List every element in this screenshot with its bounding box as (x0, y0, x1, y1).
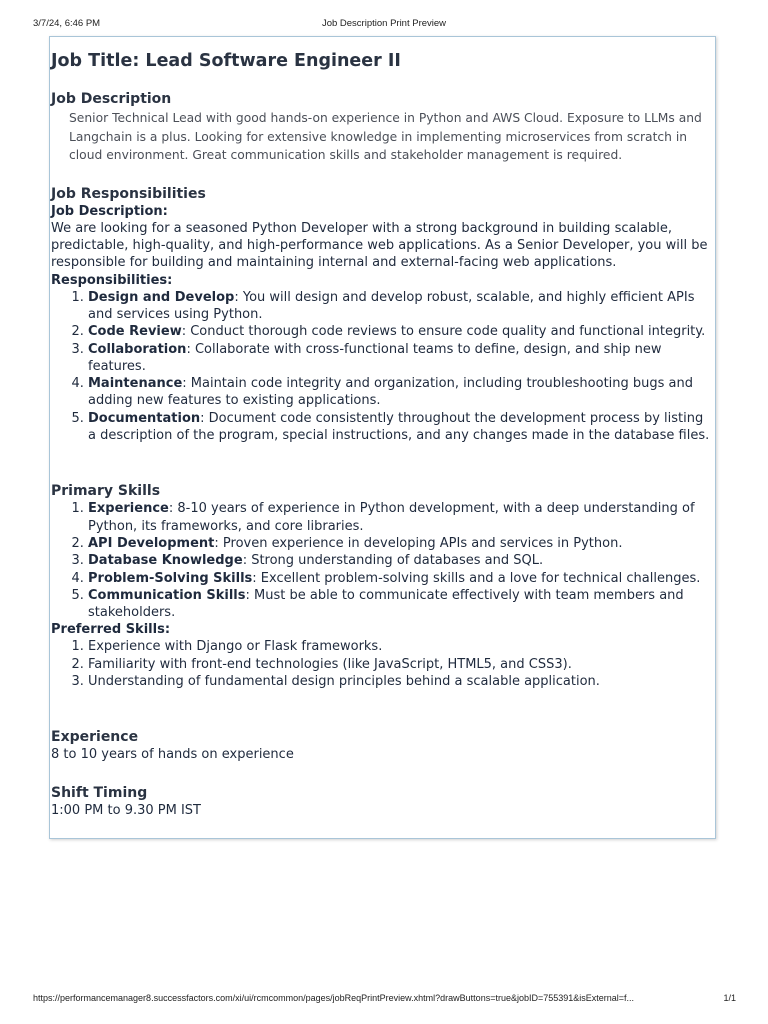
experience-heading: Experience (51, 729, 139, 746)
list-item-term: Communication Skills (88, 587, 246, 603)
list-item: 2. Familiarity with front-end technologies (like JavaScript, HTML5, and CSS3). (88, 656, 713, 673)
print-header (0, 0, 768, 36)
job-description-sheet (49, 36, 716, 839)
experience-value: 8 to 10 years of hands on experience (51, 747, 294, 763)
list-item-term: API Development (88, 535, 215, 551)
list-item-text: : Proven experience in developing APIs and services in Python. (214, 535, 623, 551)
responsibilities-list (51, 289, 713, 445)
list-item (88, 375, 713, 410)
list-item-text: : Collaborate with cross-functional teams to define, design, and ship new features. (88, 341, 662, 374)
primary-skills-list (51, 500, 713, 621)
job-description-text: Senior Technical Lead with good hands-on experience in Python and AWS Cloud. Exposure to LLMs and Langchain is a plus. Looking for extensive knowledge in implementing microservices from scratch in cloud environment. Great communication skills and stakeholder management is required. (69, 111, 702, 163)
job-responsibilities-heading: Job Responsibilities (51, 185, 206, 202)
list-item (88, 341, 713, 376)
responsibilities-sublabel: Responsibilities: (51, 272, 173, 288)
list-item-text: : Document code consistently throughout the development process by listing a description of the program, special instructions, and any changes made in the database files. (88, 410, 710, 444)
preferred-skills-sublabel: Preferred Skills: (51, 622, 171, 638)
print-url: https://performancemanager8.successfactors.com/xi/ui/rcmcommon/pages/jobReqPrintPreview.xhtml?drawButtons=true&jobID=755391&isExternal=f... (33, 993, 635, 1003)
list-item-text: : Excellent problem-solving skills and a love for technical challenges. (252, 570, 701, 586)
list-item (88, 323, 713, 340)
list-item (88, 587, 713, 622)
list-item-term: Problem-Solving Skills (88, 570, 253, 586)
list-item-term: Experience (88, 501, 169, 517)
list-item-text: : Conduct thorough code reviews to ensure code quality and functional integrity. (181, 324, 706, 340)
list-item (88, 552, 713, 569)
shift-timing-value: 1:00 PM to 9.30 PM IST (51, 802, 201, 818)
list-item: 3. Understanding of fundamental design principles behind a scalable application. (88, 673, 713, 690)
list-item-text: : 8-10 years of experience in Python development, with a deep understanding of Python, its frameworks, and core libraries. (88, 501, 695, 534)
jd-sublabel: Job Description: (51, 203, 168, 219)
list-item-term: Maintenance (88, 376, 183, 392)
primary-skills-heading: Primary Skills (51, 483, 161, 500)
list-item-term: Collaboration (88, 341, 187, 357)
list-item-term: Design and Develop (88, 289, 235, 305)
page-count: 1/1 (723, 993, 736, 1003)
list-item (88, 410, 713, 445)
list-item-term: Documentation (88, 410, 201, 426)
list-item (88, 289, 713, 324)
preferred-skills-list (51, 638, 713, 690)
list-item (88, 570, 713, 587)
job-description-heading: Job Description (51, 91, 172, 107)
job-title: Job Title: Lead Software Engineer II (51, 51, 401, 71)
jd-text: We are looking for a seasoned Python Developer with a strong background in building scalable, predictable, high-quality, and high-performance web applications. As a Senior Developer, you will be responsible for building and maintaining internal and external-facing web applications. (51, 220, 708, 271)
list-item (88, 500, 713, 535)
list-item-text: : You will design and develop robust, scalable, and highly efficient APIs and services using Python. (88, 289, 695, 322)
print-date: 3/7/24, 6:46 PM (33, 18, 101, 29)
list-item (88, 535, 713, 552)
list-item-text: : Strong understanding of databases and SQL. (242, 553, 544, 569)
list-item-text: : Maintain code integrity and organization, including troubleshooting bugs and adding new features to existing applications. (88, 376, 694, 409)
list-item-term: Database Knowledge (88, 553, 243, 569)
list-item-term: Code Review (88, 324, 182, 340)
list-item: 1. Experience with Django or Flask frameworks. (88, 638, 713, 655)
print-page-title: Job Description Print Preview (321, 18, 447, 29)
print-footer (0, 993, 768, 1007)
list-item-text: : Must be able to communicate effectively with team members and stakeholders. (88, 587, 684, 621)
shift-timing-heading: Shift Timing (51, 784, 148, 801)
